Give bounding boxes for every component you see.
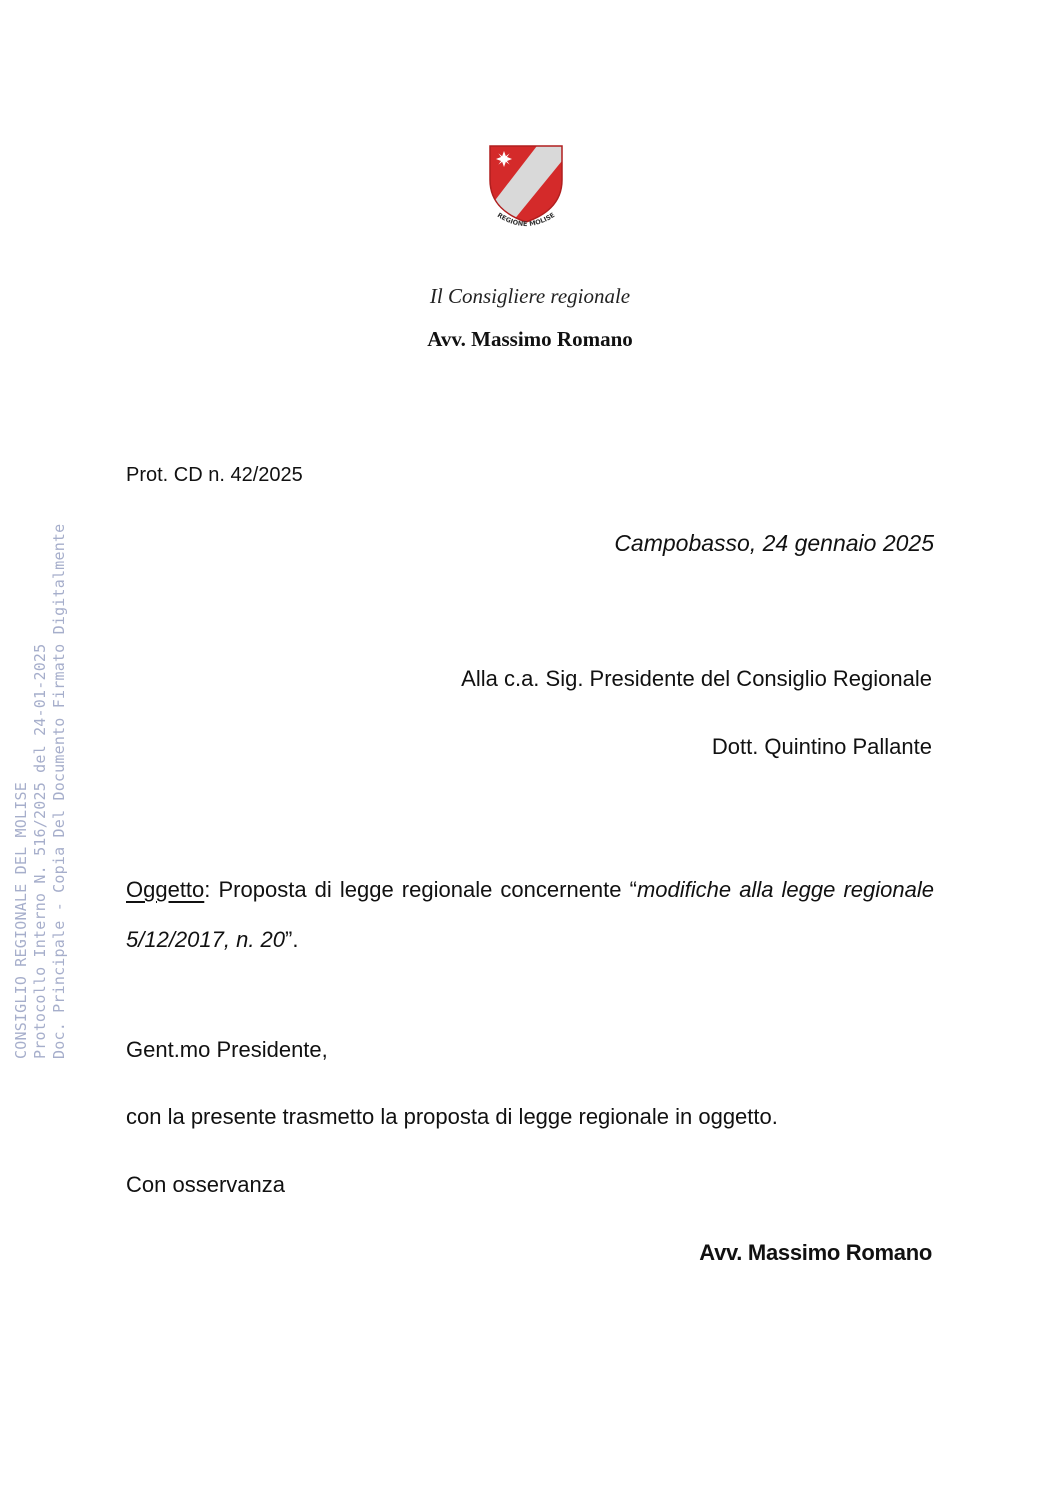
- signature-name: Avv. Massimo Romano: [699, 1240, 932, 1265]
- recipient-line-1: Alla c.a. Sig. Presidente del Consiglio Regionale: [461, 666, 932, 691]
- place-date: Campobasso, 24 gennaio 2025: [614, 530, 934, 556]
- recipient-line-2: Dott. Quintino Pallante: [711, 734, 932, 759]
- subject-suffix: ”.: [285, 927, 299, 952]
- subject-title: modifiche alla legge regionale 5/12/2017, n. 20: [126, 877, 934, 952]
- stamp-line-2: Protocollo Interno N. 516/2025 del 24-01-2025: [31, 643, 49, 1059]
- emblem-text: REGIONE MOLISE: [495, 211, 557, 229]
- regione-molise-emblem: [486, 142, 566, 238]
- subject-prefix: : Proposta di legge regionale concernente “: [204, 877, 637, 902]
- subject-paragraph: [126, 865, 934, 965]
- subject-label: Oggetto: [126, 877, 205, 902]
- stamp-line-3: Doc. Principale - Copia Del Documento Firmato Digitalmente: [50, 523, 68, 1059]
- header-role: Il Consigliere regionale: [429, 284, 631, 308]
- protocol-number: Prot. CD n. 42/2025: [126, 464, 303, 486]
- greeting: Gent.mo Presidente,: [126, 1037, 328, 1062]
- header-name: Avv. Massimo Romano: [427, 327, 633, 351]
- stamp-line-1: CONSIGLIO REGIONALE DEL MOLISE: [12, 782, 30, 1059]
- closing: Con osservanza: [126, 1172, 285, 1197]
- body-text: con la presente trasmetto la proposta di legge regionale in oggetto.: [126, 1104, 778, 1129]
